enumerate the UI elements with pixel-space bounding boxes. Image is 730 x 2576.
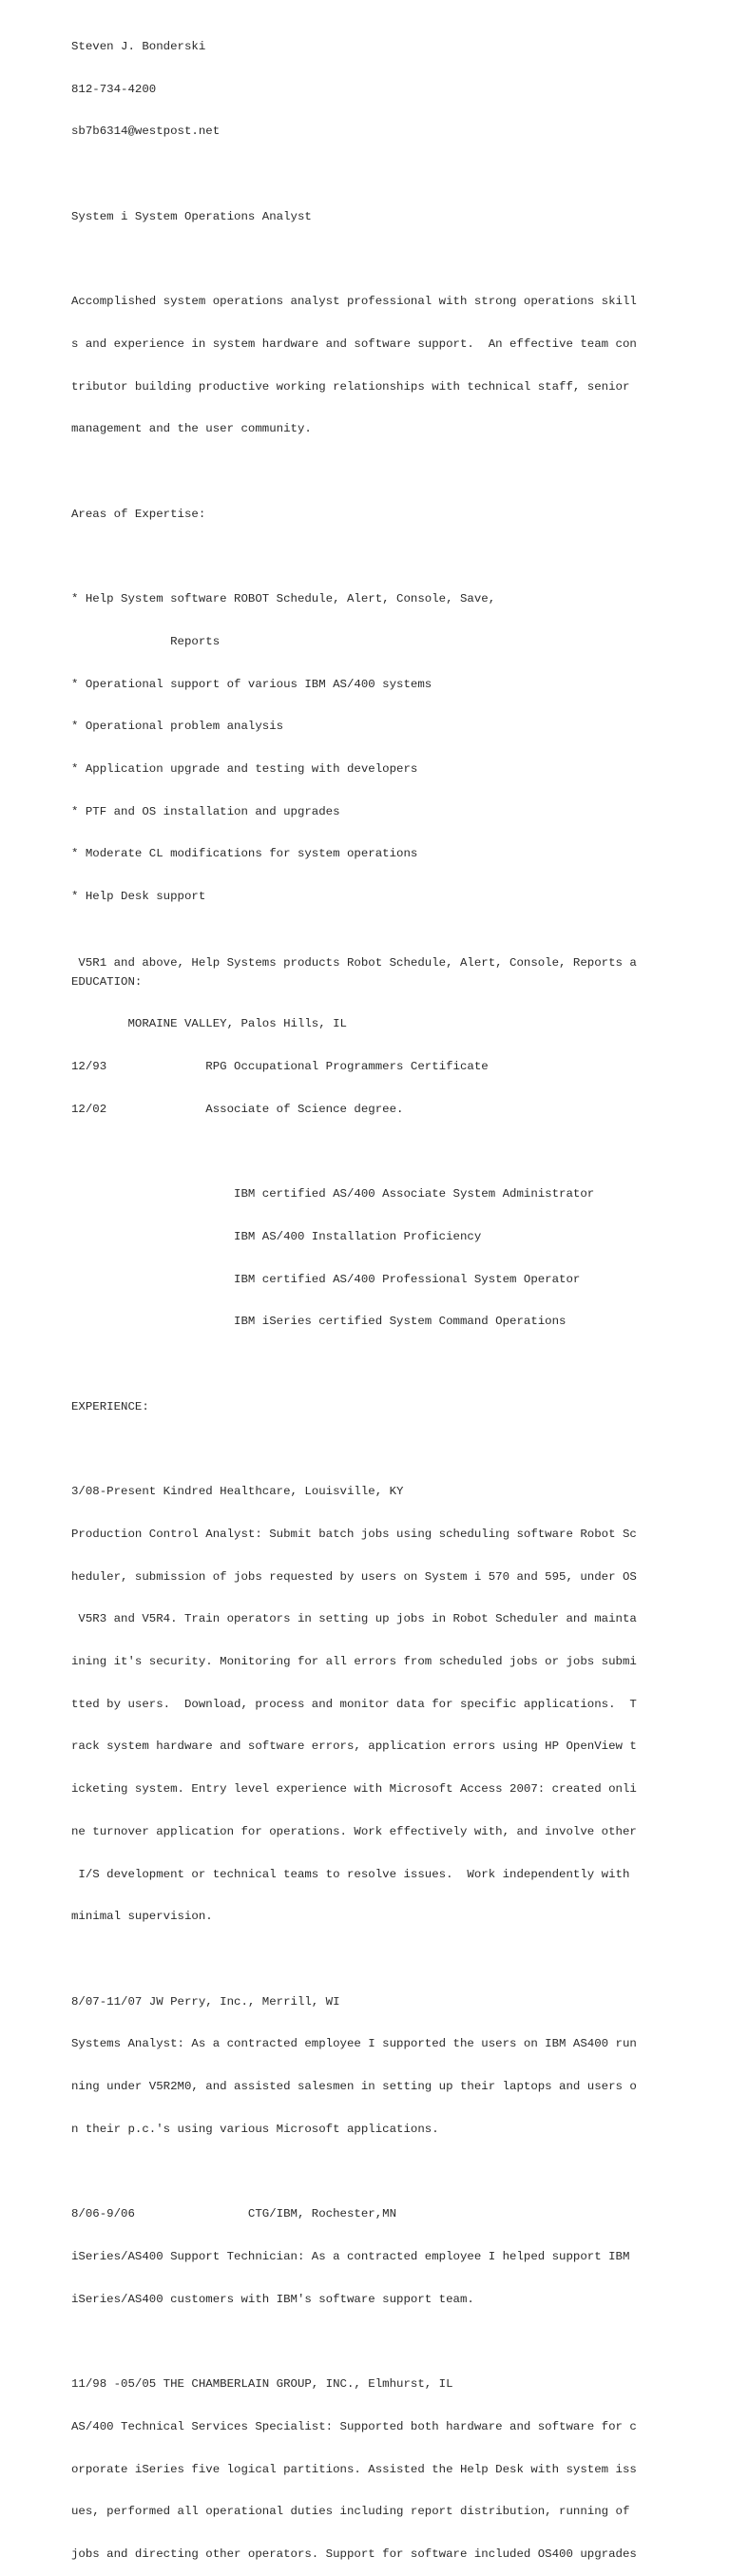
blank-line <box>71 1357 718 1372</box>
job-line: Systems Analyst: As a contracted employee I supported the users on IBM AS400 run <box>71 2037 637 2051</box>
job-line: ues, performed all operational duties including report distribution, running of <box>71 2505 630 2519</box>
job-line: tted by users. Download, process and monitor data for specific applications. T <box>71 1697 637 1711</box>
blank-line <box>71 1952 718 1967</box>
blank-line <box>71 465 718 479</box>
continuation-line: V5R1 and above, Help Systems products Robot Schedule, Alert, Console, Reports a <box>71 956 637 970</box>
job-line: I/S development or technical teams to resolve issues. Work independently with <box>71 1867 630 1881</box>
job-line: iSeries/AS400 Support Technician: As a contracted employee I helped support IBM <box>71 2250 630 2264</box>
certification-line: IBM AS/400 Installation Proficiency <box>71 1229 482 1243</box>
contact-phone: 812-734-4200 <box>71 82 157 96</box>
summary-line: management and the user community. <box>71 422 312 436</box>
summary-line: s and experience in system hardware and software support. An effective team con <box>71 336 637 351</box>
job-line: 8/06-9/06 CTG/IBM, Rochester,MN <box>71 2207 397 2221</box>
education-line: 12/02 Associate of Science degree. <box>71 1102 404 1116</box>
job-line: 11/98 -05/05 THE CHAMBERLAIN GROUP, INC., Elmhurst, IL <box>71 2377 453 2392</box>
job-line: 8/07-11/07 JW Perry, Inc., Merrill, WI <box>71 1994 340 2009</box>
job-line: rack system hardware and software errors, application errors using HP OpenView t <box>71 1740 637 1754</box>
resume-document <box>71 11 718 2576</box>
expertise-item: * Operational problem analysis <box>71 720 284 734</box>
job-line: 3/08-Present Kindred Healthcare, Louisville, KY <box>71 1485 404 1499</box>
job-line: iSeries/AS400 customers with IBM's software support team. <box>71 2292 474 2306</box>
certification-line: IBM certified AS/400 Associate System Administrator <box>71 1187 595 1201</box>
expertise-item: * Operational support of various IBM AS/400 systems <box>71 677 432 691</box>
experience-heading: EXPERIENCE: <box>71 1399 149 1413</box>
expertise-heading: Areas of Expertise: <box>71 507 206 521</box>
job-line: ne turnover application for operations. Work effectively with, and involve other <box>71 1824 637 1838</box>
expertise-item: * Moderate CL modifications for system operations <box>71 847 418 861</box>
education-line: MORAINE VALLEY, Palos Hills, IL <box>71 1017 347 1031</box>
job-line: V5R3 and V5R4. Train operators in setting up jobs in Robot Scheduler and mainta <box>71 1612 637 1626</box>
expertise-item: * PTF and OS installation and upgrades <box>71 804 340 818</box>
blank-line <box>71 167 718 182</box>
contact-email: sb7b6314@westpost.net <box>71 125 221 139</box>
summary-line: tributor building productive working relationships with technical staff, senior <box>71 379 630 394</box>
job-line: AS/400 Technical Services Specialist: Supported both hardware and software for c <box>71 2419 637 2433</box>
education-heading: EDUCATION: <box>71 974 143 989</box>
blank-line <box>71 1442 718 1456</box>
job-line: orporate iSeries five logical partitions. Assisted the Help Desk with system iss <box>71 2462 637 2476</box>
job-line: ining it's security. Monitoring for all errors from scheduled jobs or jobs submi <box>71 1655 637 1668</box>
expertise-item: * Application upgrade and testing with developers <box>71 761 418 776</box>
blank-line <box>71 252 718 266</box>
certification-line: IBM iSeries certified System Command Operations <box>71 1315 567 1329</box>
job-line: n their p.c.'s using various Microsoft applications. <box>71 2122 439 2136</box>
blank-line <box>71 549 718 564</box>
job-line: Production Control Analyst: Submit batch jobs using scheduling software Robot Sc <box>71 1527 637 1541</box>
blank-line <box>71 2335 718 2349</box>
blank-line <box>71 2165 718 2180</box>
job-line: icketing system. Entry level experience with Microsoft Access 2007: created onli <box>71 1782 637 1797</box>
certification-line: IBM certified AS/400 Professional System Operator <box>71 1272 581 1286</box>
summary-line: Accomplished system operations analyst professional with strong operations skill <box>71 295 637 309</box>
contact-name: Steven J. Bonderski <box>71 39 206 53</box>
job-line: ning under V5R2M0, and assisted salesmen in setting up their laptops and users o <box>71 2080 637 2094</box>
headline: System i System Operations Analyst <box>71 209 312 223</box>
expertise-item: * Help System software ROBOT Schedule, Alert, Console, Save, <box>71 592 496 606</box>
job-line: heduler, submission of jobs requested by users on System i 570 and 595, under OS <box>71 1569 637 1584</box>
job-line: jobs and directing other operators. Support for software included OS400 upgrades <box>71 2547 637 2562</box>
expertise-item: Reports <box>71 634 221 648</box>
education-line: 12/93 RPG Occupational Programmers Certificate <box>71 1059 489 1073</box>
blank-line <box>71 1144 718 1159</box>
job-line: minimal supervision. <box>71 1910 213 1924</box>
expertise-item: * Help Desk support <box>71 890 206 904</box>
blank-line <box>71 932 718 947</box>
